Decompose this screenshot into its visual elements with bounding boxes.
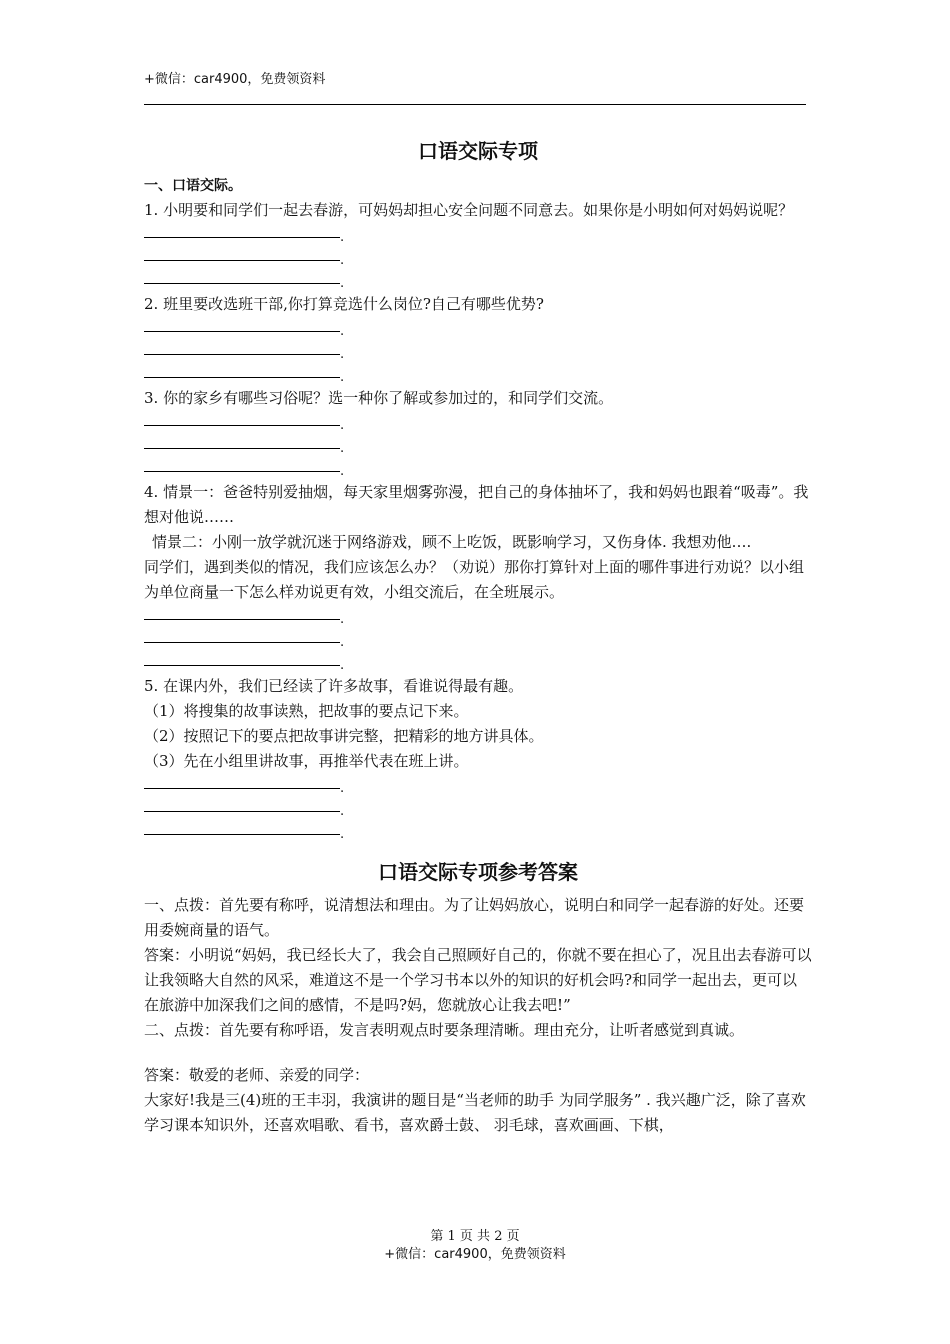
answer-2-hint: 二、点拨：首先要有称呼语，发言表明观点时要条理清晰。理由充分，让听者感觉到真诚。 [144, 1021, 745, 1039]
answer-blank[interactable] [144, 411, 812, 434]
answer-blank[interactable] [144, 246, 812, 269]
header-divider [144, 104, 806, 105]
question-4-scenario-2: 情景二：小刚一放学就沉迷于网络游戏，顾不上吃饭，既影响学习，又伤身体. 我想劝他…. [152, 533, 752, 551]
answer-blank[interactable] [144, 628, 812, 651]
question-5-step-3: （3）先在小组里讲故事，再推举代表在班上讲。 [144, 752, 469, 770]
blank-period: . [340, 324, 345, 339]
answer-1-hint: 一、点拨：首先要有称呼，说清想法和理由。为了让妈妈放心，说明白和同学一起春游的好处。还要用委婉商量的语气。 [144, 896, 805, 939]
blank-period: . [340, 370, 345, 385]
blank-period: . [340, 276, 345, 291]
blank-period: . [340, 658, 345, 673]
blank-period: . [340, 612, 345, 627]
blank-period: . [340, 464, 345, 479]
answer-blank[interactable] [144, 457, 812, 480]
answer-2-text: 大家好!我是三(4)班的王丰羽，我演讲的题目是“当老师的助手 为同学服务” . 我兴趣广泛，除了喜欢学习课本知识外，还喜欢唱歌、看书，喜欢爵士鼓、 羽毛球，喜欢画画、下棋， [144, 1091, 806, 1134]
question-5-step-1: （1）将搜集的故事读熟，把故事的要点记下来。 [144, 702, 469, 720]
question-5-step-2: （2）按照记下的要点把故事讲完整，把精彩的地方讲具体。 [144, 727, 544, 745]
blank-period: . [340, 781, 345, 796]
question-4-prompt: 同学们，遇到类似的情况，我们应该怎么办？（劝说）那你打算针对上面的哪件事进行劝说？以小组为单位商量一下怎么样劝说更有效，小组交流后，在全班展示。 [144, 558, 805, 601]
blank-period: . [340, 827, 345, 842]
page-title: 口语交际专项 [418, 139, 538, 163]
question-1: 1. 小明要和同学们一起去春游，可妈妈却担心安全问题不同意去。如果你是小明如何对妈妈说呢？ [144, 201, 794, 219]
blank-period: . [340, 347, 345, 362]
question-5: 5. 在课内外，我们已经读了许多故事，看谁说得最有趣。 [144, 677, 524, 695]
answer-2-greeting: 答案：敬爱的老师、亲爱的同学： [144, 1066, 370, 1084]
section-heading: 一、口语交际。 [144, 178, 242, 194]
answer-blank[interactable] [144, 363, 812, 386]
blank-period: . [340, 418, 345, 433]
answer-blank[interactable] [144, 797, 812, 820]
blank-period: . [340, 441, 345, 456]
answer-blank[interactable] [144, 605, 812, 628]
answer-1-text: 答案：小明说“妈妈，我已经长大了，我会自己照顾好自己的，你就不要在担心了，况且出去春游可以让我领略大自然的风采，难道这不是一个学习书本以外的知识的好机会吗?和同学一起出去，更可以在旅游中加深我们之间的感情，不是吗?妈，您就放心让我去吧!” [144, 946, 812, 1014]
answer-blank[interactable] [144, 269, 812, 292]
blank-period: . [340, 230, 345, 245]
question-4-scenario-1: 4. 情景一：爸爸特别爱抽烟，每天家里烟雾弥漫，把自己的身体抽坏了，我和妈妈也跟着“吸毒”。我想对他说…… [144, 483, 809, 526]
footer-note: +微信：car4900，免费领资料 [384, 1247, 566, 1262]
blank-period: . [340, 253, 345, 268]
answer-blank[interactable] [144, 820, 812, 843]
question-3: 3. 你的家乡有哪些习俗呢？选一种你了解或参加过的，和同学们交流。 [144, 389, 614, 407]
header-note: +微信：car4900，免费领资料 [144, 72, 326, 87]
question-2: 2. 班里要改选班干部,你打算竞选什么岗位?自己有哪些优势? [144, 295, 544, 313]
blank-period: . [340, 635, 345, 650]
answer-blank[interactable] [144, 317, 812, 340]
page-number: 第 1 页 共 2 页 [430, 1229, 520, 1244]
answer-blank[interactable] [144, 434, 812, 457]
answer-blank[interactable] [144, 774, 812, 797]
answer-blank[interactable] [144, 340, 812, 363]
document-body [144, 136, 812, 1138]
blank-period: . [340, 804, 345, 819]
answer-blank[interactable] [144, 651, 812, 674]
answer-blank[interactable] [144, 223, 812, 246]
answers-title: 口语交际专项参考答案 [378, 860, 578, 884]
